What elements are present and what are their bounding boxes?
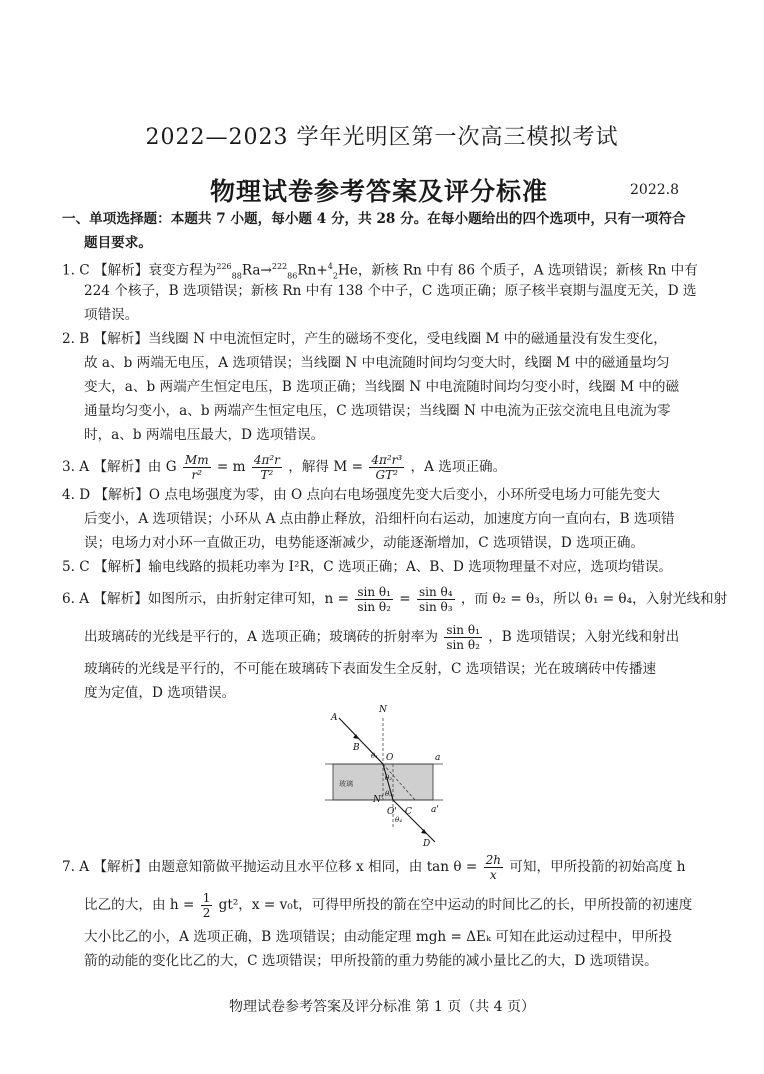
q3-text-a: 3. A 【解析】由 G [62,459,177,475]
q3-text-b: = m [216,459,246,475]
q2-line1: 2. B 【解析】当线圈 N 中电流恒定时，产生的磁场不变化，受电线圈 M 中的磁通量没有发生变化， [62,331,667,347]
arrow-icon [353,734,359,739]
q6-fraction-3: $\frac{\text{sin θ₁}}{\text{sin θ₂}}$ [446,623,480,652]
q7-fraction-1: $\frac{2h}{x}$ [485,853,501,882]
label-a: a [435,753,441,763]
arrow-icon [421,829,427,834]
q7-text-l2a: 比乙的大，由 h = [84,897,195,913]
label-theta3: θ₃ [385,790,393,798]
refraction-diagram [315,700,455,850]
q3-fraction-3: $\frac{\text{4π²r³}}{\text{GT²}}$ [371,453,403,482]
q6-line3: 玻璃砖的光线是平行的，不可能在玻璃砖下表面发生全反射，C 选项错误；光在玻璃砖中传播速 [84,661,657,677]
q7-text-a: 7. A 【解析】由题意知箭做平抛运动且水平位移 x 相同，由 tan θ = [62,859,478,875]
section-heading: 一、单项选择题：本题共 7 小题，每小题 4 分，共 28 分。在每小题给出的四个选项中，只有一项符合 [62,211,686,227]
q6-text-l2b: ，B 选项错误；入射光线和射出 [488,629,680,645]
q2-line3: 变大，a、b 两端产生恒定电压，B 选项正确；当线圈 N 中电流随时间均匀变小时，线圈 M 中的磁 [84,379,680,395]
label-theta2: θ₂ [385,774,393,782]
q3-text-d: ，A 选项正确。 [410,459,507,475]
label-theta1: θ₁ [371,752,379,760]
q6-line4: 度为定值，D 选项错误。 [84,685,236,701]
q7-text-l2b: gt²，x = v₀t，可得甲所投的箭在空中运动的时间比乙的长，甲所投箭的初速度 [218,897,693,913]
q6-eq: = [399,591,411,607]
q1-text-b: Ra→ [241,262,272,279]
q5-line1: 5. C 【解析】输电线路的损耗功率为 I²R，C 选项正确；A、B、D 选项物理量不对应，选项均错误。 [62,559,673,575]
page-footer: 物理试卷参考答案及评分标准 第 1 页（共 4 页） [228,999,536,1015]
q1-line2: 224 个核子，B 选项错误；新核 Rn 中有 138 个中子，C 选项正确；原子核半衰期与温度无关，D 选 [84,283,697,299]
q4-line1: 4. D 【解析】O 点电场强度为零，由 O 点向右电场强度先变大后变小，小环所受电场力可能先变大 [62,487,660,503]
section-heading-cont: 题目要求。 [84,235,152,251]
q6-fraction-1: $\frac{\text{sin θ₁}}{\text{sin θ₂}}$ [357,585,391,614]
q1-line1: 1. C 【解析】衰变方程为$^{226}_{88}$Ra→$^{222}_{86}$Rn+$^4_2$He，新核 Rn 中有 86 个质子，A 选项错误；新核 Rn 中有 [62,262,698,281]
q4-line2: 后变小，A 选项错误；小环从 A 点由静止释放，沿细杆向右运动，加速度方向一直向右，B 选项错 [84,511,675,527]
q1-text-c: Rn+ [297,262,328,279]
q7-line1 [62,852,686,882]
label-N-prime: N' [373,795,384,805]
q7-fraction-2: $\frac{1}{2}$ [202,891,211,920]
exam-title: 2022—2023 学年光明区第一次高三模拟考试 [145,125,619,150]
q2-line2: 故 a、b 两端无电压，A 选项错误；当线圈 N 中电流随时间均匀变大时，线圈 M 中的磁通量均匀 [84,355,670,371]
q1-text-d: He，新核 Rn 中有 86 个质子，A 选项错误；新核 Rn 中有 [337,262,698,279]
q4-line3: 误；电场力对小环一直做正功，电势能逐渐减少，动能逐渐增加，C 选项错误，D 选项正确。 [84,535,645,551]
label-theta4: θ₄ [395,816,403,824]
q6-line1 [62,584,727,614]
q7-line4: 箭的动能的变化比乙的大，C 选项错误；甲所投箭的重力势能的减小量比乙的大，D 选项错误。 [84,953,658,969]
q3-fraction-1: $\frac{Mm}{\text{r²}}$ [184,453,209,482]
q1-line3: 项错误。 [84,307,139,323]
label-glass: 玻璃 [339,780,353,788]
q2-line4: 通量均匀变小，a、b 两端产生恒定电压，C 选项错误；当线圈 N 中电流为正弦交流电且电流为零 [84,403,671,419]
document-title: 物理试卷参考答案及评分标准 [210,177,549,206]
q3-text-c: ，解得 M = [288,459,363,475]
q6-text-a: 6. A 【解析】如图所示，由折射定律可知，n = [62,591,349,607]
label-D: D [423,839,431,849]
q7-line3: 大小比乙的小，A 选项正确，B 选项错误；由动能定理 mgh = ΔEₖ 可知在此运动过程中，甲所投 [84,929,672,945]
q2-line5: 时，a、b 两端电压最大，D 选项错误。 [84,427,325,443]
label-O-prime: O' [387,807,397,817]
document-date: 2022.8 [630,182,679,198]
label-A: A [331,713,338,723]
q6-fraction-2: $\frac{\text{sin θ₄}}{\text{sin θ₃}}$ [418,585,453,614]
label-C: C [405,807,412,817]
q3-fraction-2: $\frac{\text{4π²r}}{\text{T²}}$ [253,453,280,482]
q1-text-a: 1. C 【解析】衰变方程为 [62,262,217,279]
label-a-prime: a' [431,805,439,815]
q3-line1 [62,452,506,482]
label-O: O [386,753,394,763]
q7-line2 [84,890,692,920]
q7-text-b: 可知，甲所投箭的初始高度 h [509,859,686,875]
label-N: N [379,705,387,715]
q6-line2 [84,622,679,652]
q6-text-l2a: 出玻璃砖的光线是平行的，A 选项正确；玻璃砖的折射率为 [84,629,438,645]
label-B: B [353,743,360,753]
q6-text-b: ，而 θ₂ = θ₃，所以 θ₁ = θ₄，入射光线和射 [460,591,728,607]
